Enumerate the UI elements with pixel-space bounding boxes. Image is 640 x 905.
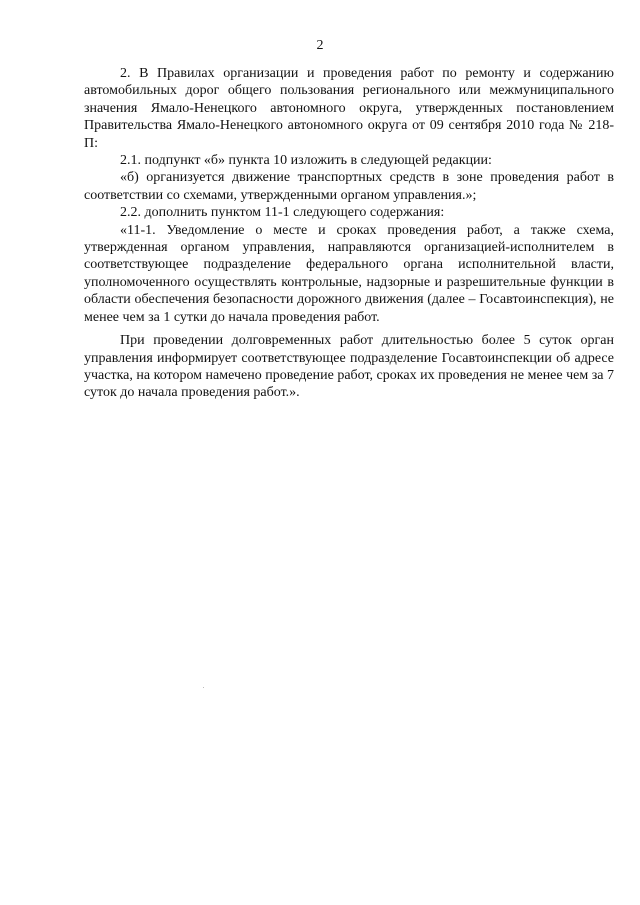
page-number: 2 bbox=[316, 38, 324, 53]
paragraph-amendment-rules: 2. В Правилах организации и проведения работ по ремонту и содержанию автомобильных дорог общего пользования регионального или межмуниципального значения Ямало-Ненецкого автономного округа, утвержденных постановлением Правительства Ямало-Ненецкого автономного округа от 09 сентября 2010 года № 218-П: bbox=[84, 66, 614, 151]
scan-speck bbox=[203, 687, 204, 688]
document-body bbox=[84, 65, 614, 402]
paragraph-long-term-works: При проведении долговременных работ длительностью более 5 суток орган управления информирует соответствующее подразделение Госавтоинспекции об адресе участка, на котором намечено проведение работ, сроках их проведения не менее чем за 7 суток до начала проведения работ.». bbox=[84, 333, 614, 401]
paragraph-2-1: 2.1. подпункт «б» пункта 10 изложить в следующей редакции: bbox=[120, 153, 492, 169]
paragraph-item-11-1: «11-1. Уведомление о месте и сроках проведения работ, а также схема, утвержденная органом управления, направляются организацией-исполнителем в соответствующее подразделение федерального органа исполнительной власти, уполномоченного осуществлять контрольные, надзорные и разрешительные функции в области обеспечения безопасности дорожного движения (далее – Госавтоинспекция), не менее чем за 1 сутки до начала проведения работ. bbox=[84, 222, 614, 325]
paragraph-2-2: 2.2. дополнить пунктом 11-1 следующего содержания: bbox=[120, 205, 445, 221]
paragraph-subitem-b: «б) организуется движение транспортных средств в зоне проведения работ в соответствии со схемами, утвержденными органом управления.»; bbox=[84, 170, 614, 203]
